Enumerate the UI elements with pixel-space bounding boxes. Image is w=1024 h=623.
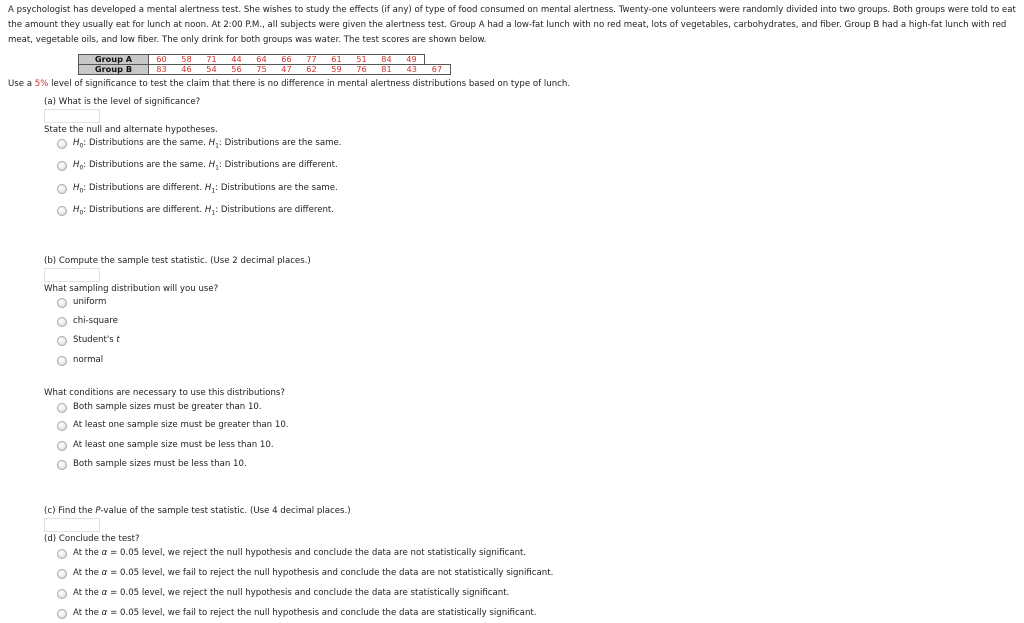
table-cell: 58 — [174, 55, 199, 65]
table-cell: 56 — [224, 65, 249, 75]
part-c-question — [44, 506, 351, 516]
table-cell: 66 — [274, 55, 299, 65]
sampling-prompt: What sampling distribution will you use? — [44, 284, 219, 294]
conclusion-text: level, we fail to reject the null hypothesis and conclude the data are not statistically significant. — [141, 568, 554, 578]
h1-text: Distributions are different. — [224, 160, 338, 170]
conditions-prompt: What conditions are necessary to use this distributions? — [44, 388, 285, 398]
alpha-value: 0.05 — [120, 568, 140, 578]
significance-percent: 5% — [34, 79, 49, 89]
alpha-value: 0.05 — [120, 608, 140, 618]
table-cell: 61 — [324, 55, 349, 65]
part-a-question: (a) What is the level of significance? — [44, 97, 201, 107]
table-cell: 54 — [199, 65, 224, 75]
significance-level-input[interactable] — [44, 109, 100, 123]
table-row — [79, 55, 451, 65]
h1-text: Distributions are the same. — [220, 183, 338, 193]
condition-option-2-radio[interactable] — [57, 421, 67, 431]
condition-option-1: Both sample sizes must be greater than 10. — [73, 402, 262, 412]
table-cell: 77 — [299, 55, 324, 65]
part-d-question: (d) Conclude the test? — [44, 534, 140, 544]
conclusion-option-4: At the α = 0.05 level, we fail to reject the null hypothesis and conclude the data are statistically significant. — [73, 608, 537, 618]
instruction-suffix: level of significance to test the claim that there is no difference in mental alertness distributions based on type of lunch. — [48, 79, 571, 89]
group-b-label: Group B — [79, 65, 149, 75]
table-cell: 49 — [399, 55, 425, 65]
significance-instruction — [8, 79, 570, 89]
instruction-prefix: Use a — [8, 79, 35, 89]
test-statistic-input[interactable] — [44, 268, 100, 282]
hypothesis-option-2-radio[interactable] — [57, 161, 67, 171]
sampling-option-chi-square: chi-square — [73, 316, 118, 326]
alpha-value: 0.05 — [120, 548, 140, 558]
hypotheses-prompt: State the null and alternate hypotheses. — [44, 125, 218, 135]
conclusion-option-2: At the α = 0.05 level, we fail to reject the null hypothesis and conclude the data are not statistically significant. — [73, 568, 554, 578]
h0-text: Distributions are different. — [88, 183, 203, 193]
condition-option-4: Both sample sizes must be less than 10. — [73, 459, 247, 469]
conclusion-option-1-radio[interactable] — [57, 549, 67, 559]
alpha-value: 0.05 — [120, 588, 140, 598]
conclusion-option-4-radio[interactable] — [57, 609, 67, 619]
table-cell: 75 — [249, 65, 274, 75]
hypothesis-option-4-radio[interactable] — [57, 206, 67, 216]
table-cell: 51 — [349, 55, 374, 65]
hypothesis-option-4: $H_0$: Distributions are different. $H_1$: Distributions are different. — [73, 205, 335, 217]
table-cell: 67 — [425, 65, 451, 75]
hypothesis-option-2: $H_0$: Distributions are the same. $H_1$: Distributions are different. — [73, 160, 338, 172]
condition-option-4-radio[interactable] — [57, 460, 67, 470]
sampling-option-normal: normal — [73, 355, 104, 365]
table-cell: 84 — [374, 55, 399, 65]
conclusion-option-1: At the α = 0.05 level, we reject the null hypothesis and conclude the data are not statistically significant. — [73, 548, 527, 558]
table-cell: 44 — [224, 55, 249, 65]
table-cell: 71 — [199, 55, 224, 65]
conclusion-text: level, we reject the null hypothesis and conclude the data are statistically significant. — [141, 588, 510, 598]
h1-text: Distributions are the same. — [224, 138, 342, 148]
h0-text: Distributions are different. — [88, 205, 203, 215]
part-b-question: (b) Compute the sample test statistic. (Use 2 decimal places.) — [44, 256, 311, 266]
table-cell: 59 — [324, 65, 349, 75]
sampling-uniform-radio[interactable] — [57, 298, 67, 308]
conclusion-text: level, we fail to reject the null hypothesis and conclude the data are statistically significant. — [141, 608, 537, 618]
problem-intro: A psychologist has developed a mental alertness test. She wishes to study the effects (if any) of type of food consumed on mental alertness. Twenty-one volunteers were randomly divided into two groups. Both groups were told to eat the amount they usually eat for lunch at noon. At 2:00 P.M., all subjects were given the alertness test. Group A had a low-fat lunch with no red meat, lots of vegetables, carbohydrates, and fiber. Group B had a high-fat lunch with red meat, vegetable oils, and low fiber. The only drink for both groups was water. The test scores are shown below. — [8, 5, 1016, 45]
scores-table — [78, 54, 451, 75]
table-cell: 64 — [249, 55, 274, 65]
condition-option-2: At least one sample size must be greater than 10. — [73, 420, 289, 430]
table-cell: 60 — [149, 55, 175, 65]
condition-option-1-radio[interactable] — [57, 403, 67, 413]
p-value-input[interactable] — [44, 518, 100, 532]
part-c-prefix: (c) Find the — [44, 506, 96, 516]
table-cell: 76 — [349, 65, 374, 75]
table-cell: 83 — [149, 65, 175, 75]
sampling-student-t-radio[interactable] — [57, 336, 67, 346]
table-cell: 46 — [174, 65, 199, 75]
conclusion-text: level, we reject the null hypothesis and conclude the data are not statistically significant. — [141, 548, 527, 558]
condition-option-3-radio[interactable] — [57, 441, 67, 451]
h0-text: Distributions are the same. — [88, 160, 206, 170]
p-symbol: P — [95, 506, 101, 516]
conclusion-option-2-radio[interactable] — [57, 569, 67, 579]
sampling-option-uniform: uniform — [73, 297, 107, 307]
sampling-normal-radio[interactable] — [57, 356, 67, 366]
sampling-chi-square-radio[interactable] — [57, 317, 67, 327]
group-a-label: Group A — [79, 55, 149, 65]
hypothesis-option-3-radio[interactable] — [57, 184, 67, 194]
h1-text: Distributions are different. — [220, 205, 335, 215]
hypothesis-option-1: $H_0$: Distributions are the same. $H_1$: Distributions are the same. — [73, 138, 342, 150]
conclusion-option-3-radio[interactable] — [57, 589, 67, 599]
part-c-suffix: -value of the sample test statistic. (Use 4 decimal places.) — [100, 506, 351, 516]
table-cell: 81 — [374, 65, 399, 75]
condition-option-3: At least one sample size must be less than 10. — [73, 440, 274, 450]
hypothesis-option-3: $H_0$: Distributions are different. $H_1$: Distributions are the same. — [73, 183, 338, 195]
table-row — [79, 65, 451, 75]
table-cell: 47 — [274, 65, 299, 75]
sampling-option-student-t: Student's t — [73, 335, 120, 345]
table-cell: 62 — [299, 65, 324, 75]
table-cell: 43 — [399, 65, 425, 75]
h0-text: Distributions are the same. — [88, 138, 206, 148]
conclusion-option-3: At the α = 0.05 level, we reject the null hypothesis and conclude the data are statistically significant. — [73, 588, 510, 598]
hypothesis-option-1-radio[interactable] — [57, 139, 67, 149]
